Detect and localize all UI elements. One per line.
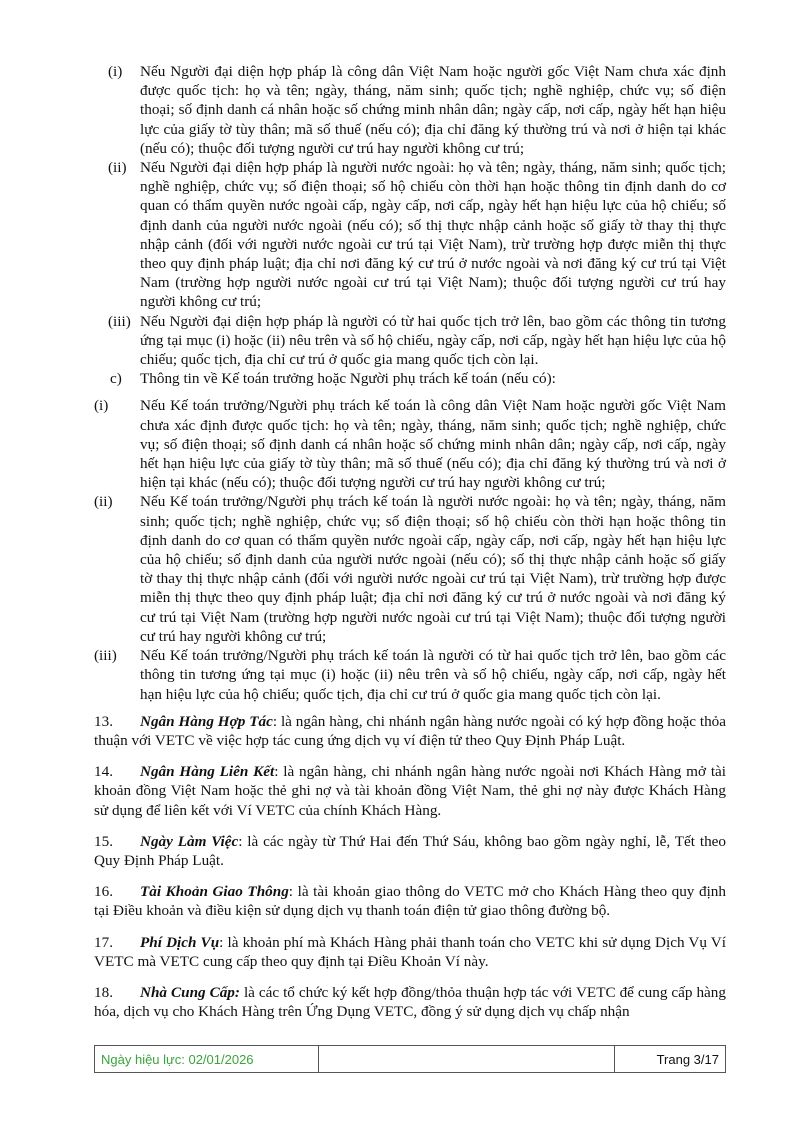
definition-18 bbox=[94, 983, 726, 1021]
definition-term: Ngày Làm Việc bbox=[140, 832, 239, 850]
definition-number: 18. bbox=[94, 983, 113, 1001]
list-item bbox=[94, 646, 726, 704]
list-marker: (ii) bbox=[108, 159, 127, 177]
list-item-text: Nếu Người đại diện hợp pháp là người có từ hai quốc tịch trở lên, bao gồm các thông tin tương ứng tại mục (i) hoặc (ii) nêu trên và số hộ chiếu, ngày cấp, nơi cấp, ngày hết hạn hiệu lực của hộ chiếu; quốc tịch, địa chỉ cư trú ở quốc gia mang quốc tịch còn lại. bbox=[140, 312, 726, 369]
list-item bbox=[94, 158, 726, 312]
list-item bbox=[94, 312, 726, 370]
list-marker: (i) bbox=[94, 397, 109, 415]
list-item-text: Nếu Người đại diện hợp pháp là người nước ngoài: họ và tên; ngày, tháng, năm sinh; quốc tịch; nghề nghiệp, chức vụ; số điện thoại; số hộ chiếu còn thời hạn hoặc thông tin định danh do cơ quan có thẩm quyền nước ngoài cấp, ngày cấp, nơi cấp, ngày hết hạn hiệu lực của hộ chiếu; số định danh của người nước ngoài (nếu có); số thị thực nhập cảnh hoặc số giấy tờ thay thị thực nhập cảnh (đối với người nước ngoài cư trú tại Việt Nam), trừ trường hợp được miễn thị thực theo quy định pháp luật; địa chỉ nơi đăng ký cư trú ở nước ngoài và nơi đăng ký cư trú tại Việt Nam (trường hợp người nước ngoài cư trú tại Việt Nam); thuộc đối tượng người cư trú hay người không cư trú; bbox=[140, 159, 726, 311]
definition-14 bbox=[94, 762, 726, 820]
list-item-c bbox=[94, 369, 726, 388]
definition-13 bbox=[94, 712, 726, 750]
page-footer bbox=[94, 1045, 726, 1073]
list-item bbox=[94, 396, 726, 492]
list-marker: (iii) bbox=[108, 312, 131, 330]
definition-number: 13. bbox=[94, 712, 113, 730]
definition-17 bbox=[94, 933, 726, 971]
definition-term: Nhà Cung Cấp: bbox=[140, 983, 240, 1001]
list-item-text: Nếu Kế toán trưởng/Người phụ trách kế toán là công dân Việt Nam hoặc người gốc Việt Nam chưa xác định được quốc tịch: họ và tên; ngày, tháng, năm sinh; quốc tịch; nghề nghiệp, chức vụ; số điện thoại; số định danh cá nhân hoặc số chứng minh nhân dân; ngày cấp, nơi cấp, ngày hết hạn hiệu lực của giấy tờ tùy thân; mã số thuế (nếu có); địa chỉ đăng ký thường trú và nơi ở hiện tại khác (nếu có); thuộc đối tượng người cư trú hay người không cư trú; bbox=[140, 397, 726, 492]
definition-16 bbox=[94, 882, 726, 920]
definition-15 bbox=[94, 832, 726, 870]
definition-term: Tài Khoản Giao Thông bbox=[140, 883, 289, 901]
list-marker: c) bbox=[110, 370, 122, 388]
list-item bbox=[94, 62, 726, 158]
page-number: Trang 3/17 bbox=[656, 1051, 719, 1067]
footer-middle-cell bbox=[319, 1046, 615, 1072]
list-marker: (ii) bbox=[94, 493, 113, 511]
effective-date: Ngày hiệu lực: 02/01/2026 bbox=[95, 1046, 319, 1072]
list-item-text: Thông tin về Kế toán trưởng hoặc Người phụ trách kế toán (nếu có): bbox=[140, 370, 556, 388]
definition-text: : là tài khoản giao thông do VETC mở cho Khách Hàng theo quy định tại Điều khoản và điều kiện sử dụng dịch vụ thanh toán điện tử giao thông đường bộ. bbox=[94, 883, 726, 920]
definition-text: : là các ngày từ Thứ Hai đến Thứ Sáu, không bao gồm ngày nghỉ, lễ, Tết theo Quy Định Pháp Luật. bbox=[94, 832, 726, 869]
list-item bbox=[94, 492, 726, 646]
definition-number: 14. bbox=[94, 763, 113, 781]
definition-text: : là ngân hàng, chi nhánh ngân hàng nước ngoài có ký hợp đồng hoặc thỏa thuận với VETC về việc hợp tác cung ứng dịch vụ ví điện tử theo Quy Định Pháp Luật. bbox=[94, 712, 727, 749]
list-marker: (iii) bbox=[94, 647, 117, 665]
list-item-text: Nếu Người đại diện hợp pháp là công dân Việt Nam hoặc người gốc Việt Nam chưa xác định được quốc tịch: họ và tên; ngày, tháng, năm sinh; quốc tịch; nghề nghiệp, chức vụ; số điện thoại; số định danh cá nhân hoặc số chứng minh nhân dân; ngày cấp, nơi cấp, ngày hết hạn hiệu lực của giấy tờ tùy thân; mã số thuế (nếu có); địa chỉ đăng ký thường trú và nơi ở hiện tại khác (nếu có); thuộc đối tượng người cư trú hay người không cư trú; bbox=[140, 63, 726, 157]
definition-number: 17. bbox=[94, 933, 113, 951]
definition-term: Ngân Hàng Liên Kết bbox=[140, 763, 275, 781]
definition-text: là các tổ chức ký kết hợp đồng/thỏa thuận hợp tác với VETC để cung cấp hàng hóa, dịch vụ cho Khách Hàng trên Ứng Dụng VETC, đồng ý sử dụng dịch vụ chấp nhận bbox=[94, 983, 726, 1021]
definition-text: : là khoản phí mà Khách Hàng phải thanh toán cho VETC khi sử dụng Dịch Vụ Ví VETC mà VETC cung cấp theo quy định tại Điều Khoản Ví này. bbox=[94, 933, 726, 970]
document-body bbox=[94, 62, 726, 1033]
definition-number: 16. bbox=[94, 883, 113, 901]
definition-term: Phí Dịch Vụ bbox=[140, 933, 220, 951]
list-marker: (i) bbox=[108, 63, 123, 80]
list-item-text: Nếu Kế toán trưởng/Người phụ trách kế toán là người nước ngoài: họ và tên; ngày, tháng, năm sinh; quốc tịch; nghề nghiệp, chức vụ; số điện thoại; số hộ chiếu còn thời hạn hoặc thông tin định danh do cơ quan có thẩm quyền nước ngoài cấp, ngày cấp, nơi cấp, ngày hết hạn hiệu lực của hộ chiếu; số định danh của người nước ngoài (nếu có); số thị thực nhập cảnh hoặc số giấy tờ thay thị thực nhập cảnh (đối với người nước ngoài cư trú tại Việt Nam), trừ trường hợp được miễn thị thực theo quy định pháp luật; địa chỉ nơi đăng ký cư trú ở nước ngoài và nơi đăng ký cư trú tại Việt Nam (trường hợp người nước ngoài cư trú tại Việt Nam); thuộc đối tượng người cư trú hay người không cư trú; bbox=[140, 493, 726, 645]
definition-number: 15. bbox=[94, 832, 113, 850]
list-item-text: Nếu Kế toán trưởng/Người phụ trách kế toán là người có từ hai quốc tịch trở lên, bao gồm các thông tin tương ứng tại mục (i) hoặc (ii) nêu trên và số hộ chiếu, ngày cấp, nơi cấp, ngày hết hạn hiệu lực của hộ chiếu; quốc tịch, địa chỉ cư trú ở quốc gia mang quốc tịch còn lại. bbox=[140, 647, 726, 703]
definition-text: : là ngân hàng, chi nhánh ngân hàng nước ngoài nơi Khách Hàng mở tài khoản đồng Việt Nam hoặc thẻ ghi nợ và tài khoản đồng Việt Nam, thẻ ghi nợ này được Khách Hàng sử dụng để liên kết với Ví VETC của chính Khách Hàng. bbox=[94, 763, 727, 819]
definition-term: Ngân Hàng Hợp Tác bbox=[140, 712, 273, 730]
